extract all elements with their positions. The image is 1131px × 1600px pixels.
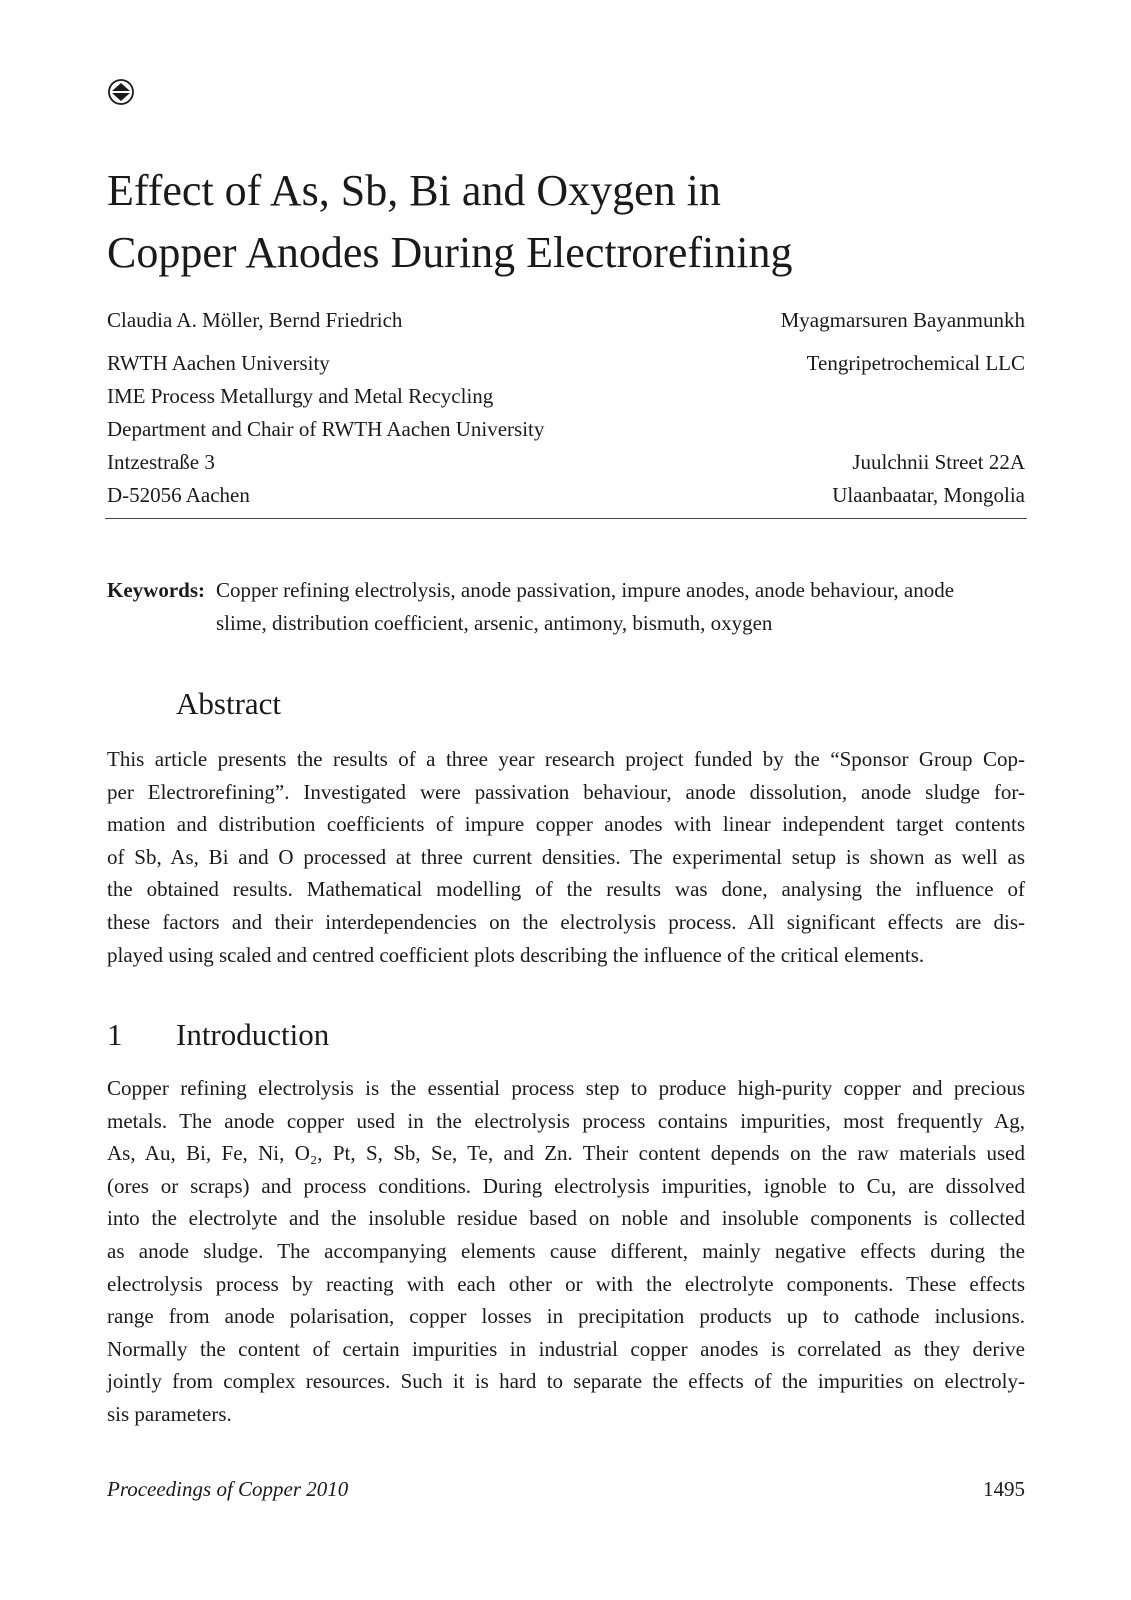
abstract-heading: Abstract xyxy=(176,686,282,721)
affiliation-city: Ulaanbaatar, Mongolia xyxy=(832,483,1025,507)
intro-line: into the electrolyte and the insoluble residue based on noble and insoluble components is collected xyxy=(107,1206,1025,1231)
abstract-line: This article presents the results of a three year research project funded by the “Sponsor Group Cop- xyxy=(107,747,1025,771)
affiliation-line: Intzestraße 3 xyxy=(107,450,215,474)
intro-line: metals. The anode copper used in the electrolysis process contains impurities, most frequently Ag, xyxy=(107,1108,1025,1133)
keywords-block xyxy=(107,574,1025,640)
keywords-line-1: Copper refining electrolysis, anode passivation, impure anodes, anode behaviour, anode xyxy=(216,578,955,602)
header-divider xyxy=(105,518,1027,519)
abstract-line: played using scaled and centred coefficient plots describing the influence of the critical elements. xyxy=(107,942,925,967)
intro-line: Copper refining electrolysis is the essential process step to produce high-purity copper and precious xyxy=(107,1076,1025,1100)
affiliation-line: IME Process Metallurgy and Metal Recycling xyxy=(107,384,494,408)
affiliation-street: Juulchnii Street 22A xyxy=(852,450,1025,474)
intro-line: jointly from complex resources. Such it is hard to separate the effects of the impurities on electroly- xyxy=(107,1369,1025,1394)
keywords-text xyxy=(216,574,1025,640)
title-line-2: Copper Anodes During Electrorefining xyxy=(107,228,793,277)
paper-page xyxy=(107,0,1025,1600)
intro-line: range from anode polarisation, copper losses in precipitation products up to cathode inclusions. xyxy=(107,1304,1025,1329)
intro-line: As, Au, Bi, Fe, Ni, O₂, Pt, S, Sb, Se, Te, and Zn. Their content depends on the raw materials used xyxy=(107,1141,1025,1166)
paper-title xyxy=(107,160,793,284)
right-author-column xyxy=(781,304,1025,512)
intro-line: Normally the content of certain impurities in industrial copper anodes is correlated as they derive xyxy=(107,1336,1025,1361)
title-line-1: Effect of As, Sb, Bi and Oxygen in xyxy=(107,166,721,215)
abstract-line: the obtained results. Mathematical modelling of the results was done, analysing the influence of xyxy=(107,877,1025,902)
author-name-right: Myagmarsuren Bayanmunkh xyxy=(780,308,1025,332)
affiliation-line: Department and Chair of RWTH Aachen University xyxy=(107,417,545,441)
section-number: 1 xyxy=(107,1017,123,1052)
intro-line: as anode sludge. The accompanying elements cause different, mainly negative effects during the xyxy=(107,1238,1025,1263)
abstract-line: these factors and their interdependencies on the electrolysis process. All significant effects are dis- xyxy=(107,909,1025,934)
affiliation-line: RWTH Aachen University xyxy=(107,351,330,375)
abstract-text xyxy=(107,743,1025,971)
author-names-left: Claudia A. Möller, Bernd Friedrich xyxy=(107,308,403,332)
abstract-line: per Electrorefining”. Investigated were passivation behaviour, anode dissolution, anode sludge for- xyxy=(107,779,1025,804)
section-title: Introduction xyxy=(176,1017,330,1052)
intro-line: (ores or scraps) and process conditions. During electrolysis impurities, ignoble to Cu, are dissolved xyxy=(107,1173,1025,1198)
publisher-logo-icon xyxy=(107,78,135,106)
intro-line: electrolysis process by reacting with each other or with the electrolyte components. These effects xyxy=(107,1271,1025,1296)
abstract-line: of Sb, As, Bi and O processed at three current densities. The experimental setup is shown as well as xyxy=(107,844,1025,869)
section-heading-introduction xyxy=(107,1015,329,1055)
keywords-line-2: slime, distribution coefficient, arsenic, antimony, bismuth, oxygen xyxy=(216,611,773,635)
page-number: 1495 xyxy=(983,1477,1025,1501)
left-author-column xyxy=(107,304,544,512)
affiliation-org: Tengripetrochemical LLC xyxy=(806,351,1025,375)
introduction-text xyxy=(107,1072,1025,1431)
abstract-line: mation and distribution coefficients of impure copper anodes with linear independent target contents xyxy=(107,812,1025,837)
affiliation-line: D-52056 Aachen xyxy=(107,483,250,507)
keywords-label: Keywords: xyxy=(107,578,205,602)
intro-line: sis parameters. xyxy=(107,1401,232,1426)
journal-name: Proceedings of Copper 2010 xyxy=(107,1477,349,1501)
